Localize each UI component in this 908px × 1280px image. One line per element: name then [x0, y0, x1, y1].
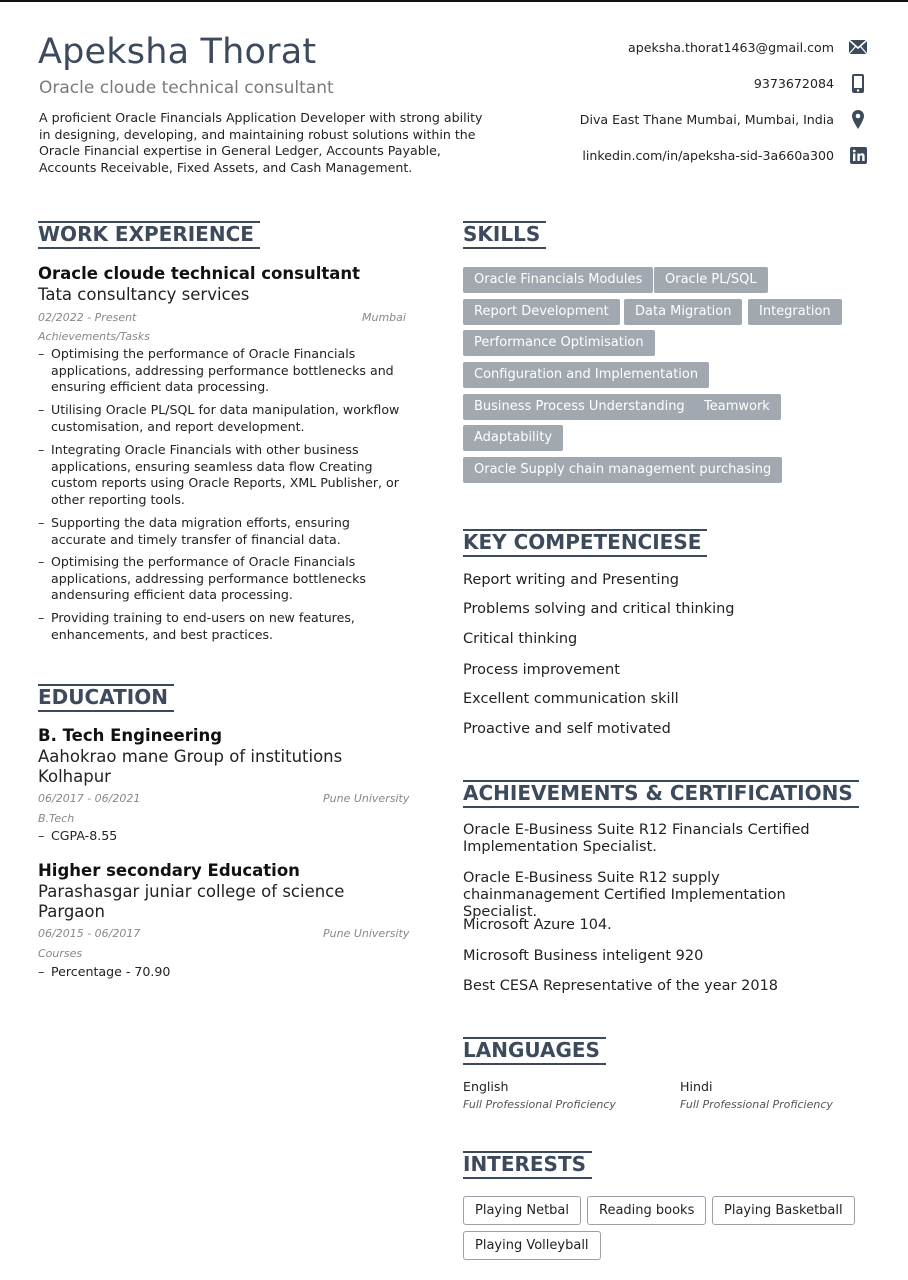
skill-chip: Data Migration	[624, 299, 742, 325]
skill-chip: Configuration and Implementation	[463, 362, 709, 388]
job-location: Mumbai	[362, 311, 406, 324]
university-name: Pune University	[323, 927, 410, 940]
linkedin-text[interactable]: linkedin.com/in/apeksha-sid-3a660a300	[582, 147, 834, 163]
contact-email	[628, 37, 868, 57]
interest-chip: Playing Basketball	[712, 1196, 855, 1225]
contact-location	[580, 109, 868, 129]
competency-item: Excellent communication skill	[463, 691, 679, 707]
competency-item: Process improvement	[463, 662, 620, 678]
education-label: B.Tech	[38, 812, 75, 825]
skill-chip: Oracle Supply chain management purchasing	[463, 457, 782, 483]
tasks-label: Achievements/Tasks	[38, 330, 150, 343]
skill-chip: Teamwork	[693, 394, 781, 420]
location-icon	[848, 109, 868, 129]
skill-chip: Report Development	[463, 299, 620, 325]
candidate-title: Oracle cloude technical consultant	[39, 78, 334, 98]
education-label: Courses	[38, 947, 83, 960]
skill-chip: Integration	[748, 299, 842, 325]
linkedin-icon	[848, 145, 868, 165]
education-dates: 06/2015 - 06/2017	[38, 927, 141, 940]
competency-item: Critical thinking	[463, 631, 578, 647]
location-text: Diva East Thane Mumbai, Mumbai, India	[579, 111, 834, 127]
interest-chip: Playing Netbal	[463, 1196, 581, 1225]
competency-item: Proactive and self motivated	[463, 721, 671, 737]
degree-title: B. Tech Engineering	[38, 726, 223, 745]
email-text[interactable]: apeksha.thorat1463@gmail.com	[628, 39, 834, 55]
language-level: Full Professional Proficiency	[680, 1098, 833, 1111]
education-detail: – CGPA-8.55	[38, 828, 118, 843]
task-item: – Utilising Oracle PL/SQL for data manipulation, workflow customisation, and report development.	[38, 402, 400, 434]
skills-heading: SKILLS	[463, 221, 546, 249]
achievement-item: Oracle E-Business Suite R12 Financials Certified Implementation Specialist.	[463, 822, 810, 855]
language-name: Hindi	[680, 1079, 713, 1094]
achievements-heading: ACHIEVEMENTS & CERTIFICATIONS	[463, 780, 859, 808]
achievement-item: Best CESA Representative of the year 2018	[463, 978, 779, 994]
phone-text: 9373672084	[753, 75, 834, 91]
email-icon	[848, 37, 868, 57]
candidate-name: Apeksha Thorat	[38, 32, 317, 72]
institution-name: Parashasgar juniar college of science Pargaon	[38, 882, 345, 921]
interest-chip: Reading books	[587, 1196, 706, 1225]
skill-chip: Adaptability	[463, 425, 563, 451]
work-heading: WORK EXPERIENCE	[38, 221, 260, 249]
competencies-heading: KEY COMPETENCIESE	[463, 529, 707, 557]
task-item: – Optimising the performance of Oracle Financials applications, addressing performance bottlenecks and ensuring efficient data processing.	[38, 346, 394, 395]
achievement-item: Microsoft Business inteligent 920	[463, 948, 704, 964]
job-title: Oracle cloude technical consultant	[38, 264, 360, 283]
task-item: – Integrating Oracle Financials with other business applications, ensuring seamless data flow Creating custom reports using Oracle Reports, XML Publisher, or other reporting tools.	[38, 442, 399, 507]
skill-chip: Oracle Financials Modules	[463, 267, 653, 293]
job-dates: 02/2022 - Present	[38, 311, 137, 324]
competency-item: Report writing and Presenting	[463, 572, 679, 588]
company-name: Tata consultancy services	[38, 285, 250, 304]
competency-item: Problems solving and critical thinking	[463, 601, 735, 617]
institution-name: Aahokrao mane Group of institutions Kolhapur	[38, 747, 343, 786]
interests-heading: INTERESTS	[463, 1151, 592, 1179]
language-level: Full Professional Proficiency	[463, 1098, 616, 1111]
skill-chip: Oracle PL/SQL	[654, 267, 768, 293]
task-item: – Supporting the data migration efforts, ensuring accurate and timely transfer of financial data.	[38, 515, 350, 547]
summary: A proficient Oracle Financials Application Developer with strong ability in designing, developing, and maintaining robust solutions within the Oracle Financial expertise in General Ledger, Accounts Payable, Accounts Receivable, Fixed Assets, and Cash Management.	[39, 110, 483, 175]
contact-linkedin	[582, 145, 868, 165]
task-item: – Optimising the performance of Oracle Financials applications, addressing performance bottlenecks andensuring efficient data processing.	[38, 554, 366, 603]
education-dates: 06/2017 - 06/2021	[38, 792, 141, 805]
education-heading: EDUCATION	[38, 684, 174, 712]
university-name: Pune University	[323, 792, 410, 805]
languages-heading: LANGUAGES	[463, 1037, 606, 1065]
education-detail: – Percentage - 70.90	[38, 964, 171, 979]
interest-chip: Playing Volleyball	[463, 1231, 601, 1260]
language-name: English	[463, 1079, 509, 1094]
degree-title: Higher secondary Education	[38, 861, 300, 880]
achievement-item: Oracle E-Business Suite R12 supply chainmanagement Certified Implementation Specialist.	[463, 870, 786, 920]
skill-chip: Performance Optimisation	[463, 330, 655, 356]
phone-icon	[848, 73, 868, 93]
contact-phone	[754, 73, 868, 93]
skill-chip: Business Process Understanding	[463, 394, 696, 420]
task-item: – Providing training to end-users on new features, enhancements, and best practices.	[38, 610, 355, 642]
achievement-item: Microsoft Azure 104.	[463, 917, 612, 933]
